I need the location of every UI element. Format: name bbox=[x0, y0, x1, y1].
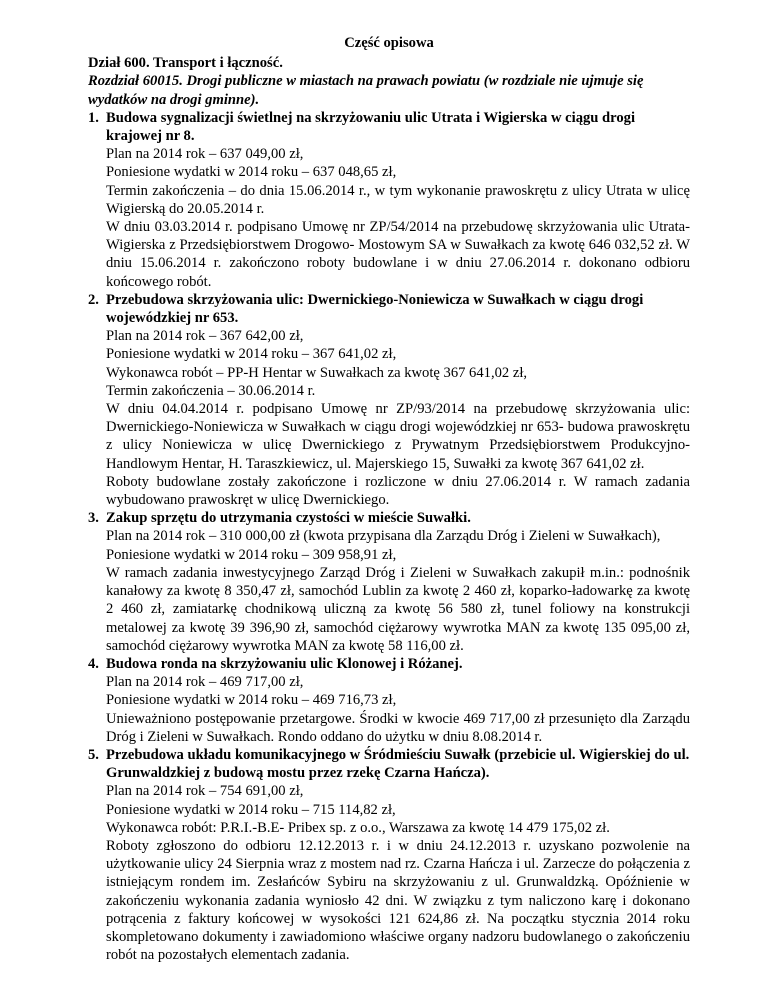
paragraph: Poniesione wydatki w 2014 roku – 637 048,65 zł, bbox=[106, 164, 397, 181]
paragraph: Plan na 2014 rok – 367 642,00 zł, bbox=[106, 328, 304, 345]
paragraph: W ramach zadania inwestycyjnego Zarząd Dróg i Zieleni w Suwałkach zakupił m.in.: podnośnik kanałowy za kwotę 8 350,47 zł, samochód Lublin za kwotę 2 460 zł, koparko-ładowarkę za kwotę 2 460 zł, zamiatarkę chodnikową uliczną za kwotę 56 580 zł, tunel foliowy na konstrukcji metalowej za kwotę 39 396,90 zł, samochód ciężarowy wywrotka MAN za kwotę 135 095,00 zł, samochód ciężarowy wywrotka MAN za kwotę 58 116,00 zł. bbox=[106, 564, 690, 654]
item-title: Przebudowa skrzyżowania ulic: Dwernickiego-Noniewicza w Suwałkach w ciągu drogi wojewódzkiej nr 653. bbox=[106, 291, 644, 327]
paragraph: W dniu 03.03.2014 r. podpisano Umowę nr ZP/54/2014 na przebudowę skrzyżowania ulic Utrata- Wigierska z Przedsiębiorstwem Drogowo- Mostowym SA w Suwałkach za kwotę 646 032,52 zł. W dniu 15.06.2014 r. zakończono roboty budowlane i w dniu 27.06.2014 r. dokonano odbioru końcowego robót. bbox=[106, 219, 690, 290]
item-title: Przebudowa układu komunikacyjnego w Śródmieściu Suwałk (przebicie ul. Wigierskiej do ul. Grunwaldzkiej z budową mostu przez rzekę Czarna Hańcza). bbox=[106, 746, 690, 782]
section-heading: Dział 600. Transport i łączność. bbox=[88, 55, 283, 72]
item-number: 3. bbox=[88, 510, 99, 527]
item-number: 4. bbox=[88, 655, 99, 672]
paragraph: Wykonawca robót – PP-H Hentar w Suwałkach za kwotę 367 641,02 zł, bbox=[106, 364, 528, 381]
item-body bbox=[88, 673, 690, 746]
item-heading bbox=[88, 509, 690, 527]
item-heading bbox=[88, 291, 690, 327]
paragraph: Unieważniono postępowanie przetargowe. Środki w kwocie 469 717,00 zł przesunięto dla Zarządu Dróg i Zieleni w Suwałkach. Rondo oddano do użytku w dniu 8.08.2014 r. bbox=[106, 710, 690, 745]
paragraph: W dniu 04.04.2014 r. podpisano Umowę nr ZP/93/2014 na przebudowę skrzyżowania ulic: Dwernickiego-Noniewicza w Suwałkach w ciągu drogi wojewódzkiej nr 653- budowa prawoskrętu z ulicy Noniewicza w ulicę Dwernickiego z Prywatnym Przedsiębiorstwem Produkcyjno-Handlowym Hentar, H. Taraszkiewicz, ul. Majerskiego 15, Suwałki za kwotę 367 641,02 zł. bbox=[106, 401, 690, 472]
list-item bbox=[88, 746, 690, 964]
item-title: Budowa sygnalizacji świetlnej na skrzyżowaniu ulic Utrata i Wigierska w ciągu drogi krajowej nr 8. bbox=[106, 109, 636, 145]
list-item bbox=[88, 291, 690, 509]
item-body bbox=[88, 327, 690, 509]
item-body bbox=[88, 782, 690, 964]
paragraph: Plan na 2014 rok – 310 000,00 zł (kwota przypisana dla Zarządu Dróg i Zieleni w Suwałkach), bbox=[106, 528, 661, 545]
paragraph: Poniesione wydatki w 2014 roku – 715 114,82 zł, bbox=[106, 801, 396, 818]
paragraph: Wykonawca robót: P.R.I.-B.E- Pribex sp. z o.o., Warszawa za kwotę 14 479 175,02 zł. bbox=[106, 819, 610, 836]
paragraph: Termin zakończenia – do dnia 15.06.2014 r., w tym wykonanie prawoskrętu z ulicy Utrata w ulicę Wigierską do 20.05.2014 r. bbox=[106, 182, 690, 217]
item-number: 5. bbox=[88, 746, 99, 763]
paragraph: Roboty zgłoszono do odbioru 12.12.2013 r. i w dniu 24.12.2013 r. uzyskano pozwolenie na użytkowanie ulicy 24 Sierpnia wraz z mostem nad rz. Czarna Hańcza i ul. Zarzecze do połączenia z istniejącym rondem im. Zesłańców Sybiru na skrzyżowaniu z ul. Grunwaldzką. Opóźnienie w zakończeniu wykonania zadania wyniosło 42 dni. W związku z tym naliczono karę i dokonano potrącenia z faktury końcowej w wysokości 121 624,86 zł. Na początku stycznia 2014 roku skompletowano dokumenty i zawiadomiono właściwe organy nadzoru budowlanego o zakończeniu robót na pozostałych elementach zadania. bbox=[106, 837, 690, 964]
item-heading bbox=[88, 655, 690, 673]
list-item bbox=[88, 109, 690, 291]
item-heading bbox=[88, 746, 690, 782]
item-number: 1. bbox=[88, 109, 99, 126]
item-heading bbox=[88, 109, 690, 145]
item-number: 2. bbox=[88, 291, 99, 308]
paragraph: Poniesione wydatki w 2014 roku – 469 716,73 zł, bbox=[106, 692, 397, 709]
paragraph: Plan na 2014 rok – 469 717,00 zł, bbox=[106, 674, 304, 691]
paragraph: Plan na 2014 rok – 754 691,00 zł, bbox=[106, 783, 304, 800]
paragraph: Plan na 2014 rok – 637 049,00 zł, bbox=[106, 146, 304, 163]
page-title: Część opisowa bbox=[344, 35, 434, 51]
paragraph: Poniesione wydatki w 2014 roku – 367 641,02 zł, bbox=[106, 346, 397, 363]
item-body bbox=[88, 527, 690, 654]
item-body bbox=[88, 145, 690, 291]
paragraph: Roboty budowlane zostały zakończone i rozliczone w dniu 27.06.2014 r. W ramach zadania wybudowano prawoskręt w ulicę Dwernickiego. bbox=[106, 473, 690, 509]
paragraph: Termin zakończenia – 30.06.2014 r. bbox=[106, 382, 316, 399]
item-title: Budowa ronda na skrzyżowaniu ulic Klonowej i Różanej. bbox=[106, 655, 463, 672]
list-item bbox=[88, 655, 690, 746]
list-item bbox=[88, 509, 690, 655]
item-title: Zakup sprzętu do utrzymania czystości w mieście Suwałki. bbox=[106, 510, 471, 527]
chapter-heading: Rozdział 60015. Drogi publiczne w miastach na prawach powiatu (w rozdziale nie ujmuje się wydatków na drogi gminne). bbox=[88, 73, 644, 108]
paragraph: Poniesione wydatki w 2014 roku – 309 958,91 zł, bbox=[106, 546, 397, 563]
